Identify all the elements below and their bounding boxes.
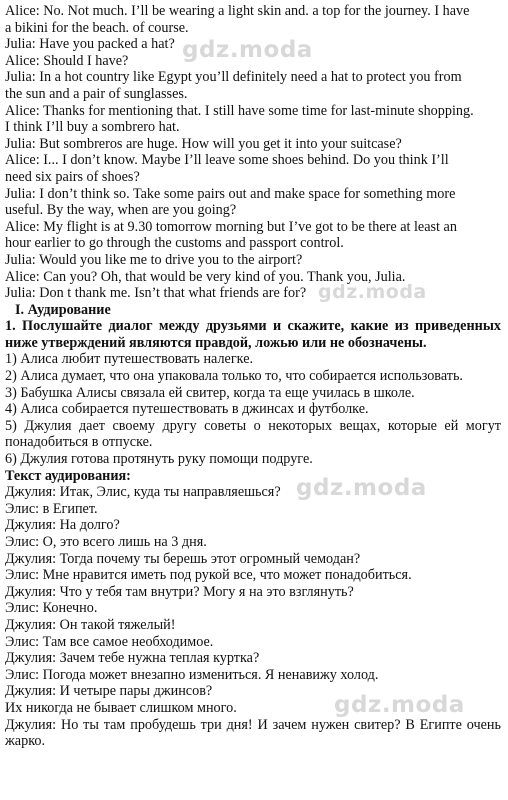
dialogue-line: Julia: Don t thank me. Isn’t that what friends are for? xyxy=(5,285,307,302)
english-dialogue xyxy=(5,3,501,302)
dialogue-line: Элис: Погода может внезапно измениться. Я ненавижу холод. xyxy=(5,666,379,683)
dialogue-line: Alice: My flight is at 9.30 tomorrow morning but I’ve got to be there at least an xyxy=(5,218,457,235)
russian-dialogue xyxy=(5,484,501,750)
dialogue-line: hour earlier to go through the customs and passport control. xyxy=(5,235,344,252)
listening-text-title: Текст аудирования: xyxy=(5,467,131,484)
dialogue-line: a bikini for the beach. of course. xyxy=(5,19,189,36)
dialogue-line: Alice: No. Not much. I’ll be wearing a light skin and. a top for the journey. I have xyxy=(5,3,470,19)
dialogue-line: Джулия: Что у тебя там внутри? Могу я на это взглянуть? xyxy=(5,583,354,600)
document-page xyxy=(5,3,501,750)
statement-item: 1) Алиса любит путешествовать налегке. xyxy=(5,351,254,368)
statement-item: 4) Алиса собирается путешествовать в джинсах и футболке. xyxy=(5,401,369,418)
dialogue-line: Джулия: Итак, Элис, куда ты направляешься? xyxy=(5,484,281,501)
dialogue-line: Julia: Would you like me to drive you to the airport? xyxy=(5,251,303,268)
dialogue-line: Джулия: Он такой тяжелый! xyxy=(5,616,176,633)
dialogue-line: Джулия: И четыре пары джинсов? xyxy=(5,683,213,700)
dialogue-line: Alice: I... I don’t know. Maybe I’ll leave some shoes behind. Do you think I’ll xyxy=(5,152,449,169)
statement-item: 5) Джулия дает своему другу советы о некоторых вещах, которые ей могут понадобиться в отпуске. xyxy=(5,417,501,451)
dialogue-line: Джулия: Зачем тебе нужна теплая куртка? xyxy=(5,650,260,667)
watermark: gdz.moda xyxy=(182,37,313,63)
dialogue-line: Julia: Have you packed a hat? xyxy=(5,36,175,53)
dialogue-line: Элис: Мне нравится иметь под рукой все, что может понадобиться. xyxy=(5,567,412,584)
dialogue-line: Элис: О, это всего лишь на 3 дня. xyxy=(5,534,207,550)
dialogue-line: Джулия: Но ты там пробудешь три дня! И зачем нужен свитер? В Египте очень жарко. xyxy=(5,716,501,750)
dialogue-line: Julia: In a hot country like Egypt you’ll definitely need a hat to protect you from xyxy=(5,69,462,86)
dialogue-line: Элис: Конечно. xyxy=(5,600,98,617)
dialogue-line: Элис: Там все самое необходимое. xyxy=(5,633,214,650)
dialogue-line: Их никогда не бывает слишком много. xyxy=(5,699,237,716)
dialogue-line: Alice: Thanks for mentioning that. I still have some time for last-minute shopping. xyxy=(5,102,474,119)
watermark: gdz.moda xyxy=(296,475,427,501)
dialogue-line: Джулия: Тогда почему ты берешь этот огромный чемодан? xyxy=(5,550,361,567)
dialogue-line: Julia: But sombreros are huge. How will you get it into your suitcase? xyxy=(5,135,402,152)
dialogue-line: need six pairs of shoes? xyxy=(5,168,140,185)
dialogue-line: Джулия: На долго? xyxy=(5,517,120,534)
watermark: gdz.moda xyxy=(318,281,427,303)
dialogue-line: useful. By the way, when are you going? xyxy=(5,202,237,219)
statement-list xyxy=(5,351,501,467)
statement-item: 6) Джулия готова протянуть руку помощи подруге. xyxy=(5,451,313,468)
section-title: I. Аудирование xyxy=(15,301,111,318)
dialogue-line: Alice: Can you? Oh, that would be very kind of you. Thank you, Julia. xyxy=(5,268,406,285)
dialogue-line: Элис: в Египет. xyxy=(5,500,98,517)
dialogue-line: Julia: I don’t think so. Take some pairs out and make space for something more xyxy=(5,185,456,202)
watermark: gdz.moda xyxy=(334,692,465,718)
dialogue-line: the sun and a pair of sunglasses. xyxy=(5,85,188,102)
dialogue-line: Alice: Should I have? xyxy=(5,52,129,69)
statement-item: 3) Бабушка Алисы связала ей свитер, когда та еще училась в школе. xyxy=(5,384,415,401)
dialogue-line: I think I’ll buy a sombrero hat. xyxy=(5,119,180,136)
statement-item: 2) Алиса думает, что она упаковала только то, что собирается использовать. xyxy=(5,368,463,385)
task-title: 1. Послушайте диалог между друзьями и скажите, какие из приведенных ниже утверждений являются правдой, ложью или не обозначены. xyxy=(5,318,501,351)
